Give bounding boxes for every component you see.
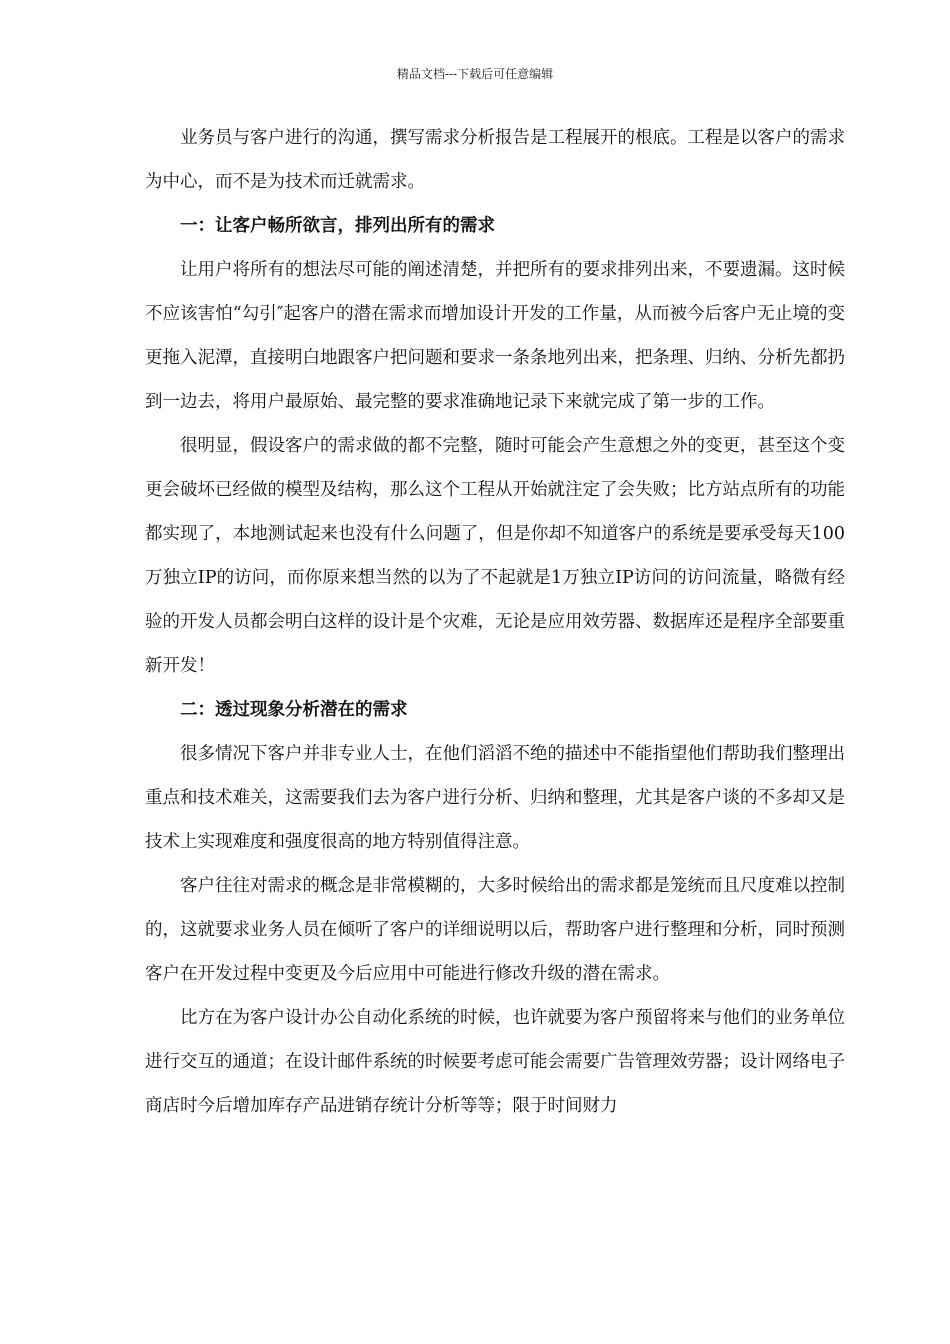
paragraph-vague-requirements: 客户往往对需求的概念是非常模糊的，大多时候给出的需求都是笼统而且尺度难以控制的，这就要求业务人员在倾听了客户的详细说明以后，帮助客户进行整理和分析，同时预测客户在开发过程中变更及今后应用中可能进行修改升级的潜在需求。 (145, 876, 845, 984)
paragraph-intro: 业务员与客户进行的沟通，撰写需求分析报告是工程展开的根底。工程是以客户的需求为中心，而不是为技术而迁就需求。 (145, 128, 845, 192)
paragraph-customer-not-expert: 很多情况下客户并非专业人士，在他们滔滔不绝的描述中不能指望他们帮助我们整理出重点和技术难关，这需要我们去为客户进行分析、归纳和整理，尤其是客户谈的不多却又是技术上实现难度和强度很高的地方特别值得注意。 (145, 744, 845, 852)
paragraph-incomplete-requirements: 很明显，假设客户的需求做的都不完整，随时可能会产生意想之外的变更，甚至这个变更会破坏已经做的模型及结构，那么这个工程从开始就注定了会失败；比方站点所有的功能都实现了，本地测试起来也没有什么问题了，但是你却不知道客户的系统是要承受每天100万独立IP的访问，而你原来想当然的以为了不起就是1万独立IP访问的访问流量，略微有经验的开发人员都会明白这样的设计是个灾难，无论是应用效劳器、数据库还是程序全部要重新开发！ (145, 436, 845, 676)
document-body (145, 116, 845, 1128)
page-header: 精品文档---下载后可任意编辑 (396, 67, 554, 81)
paragraph-list-requirements: 让用户将所有的想法尽可能的阐述清楚，并把所有的要求排列出来，不要遗漏。这时候不应该害怕“勾引″起客户的潜在需求而增加设计开发的工作量，从而被今后客户无止境的变更拖入泥潭，直接明白地跟客户把问题和要求一条条地列出来，把条理、归纳、分析先都扔到一边去，将用户最原始、最完整的要求准确地记录下来就完成了第一步的工作。 (145, 260, 845, 412)
section-heading-2: 二：透过现象分析潜在的需求 (180, 700, 408, 720)
section-heading-1: 一：让客户畅所欲言，排列出所有的需求 (180, 216, 495, 236)
paragraph-examples: 比方在为客户设计办公自动化系统的时候，也许就要为客户预留将来与他们的业务单位进行交互的通道；在设计邮件系统的时候要考虑可能会需要广告管理效劳器；设计网络电子商店时今后增加库存产品进销存统计分析等等；限于时间财力 (145, 1008, 845, 1116)
